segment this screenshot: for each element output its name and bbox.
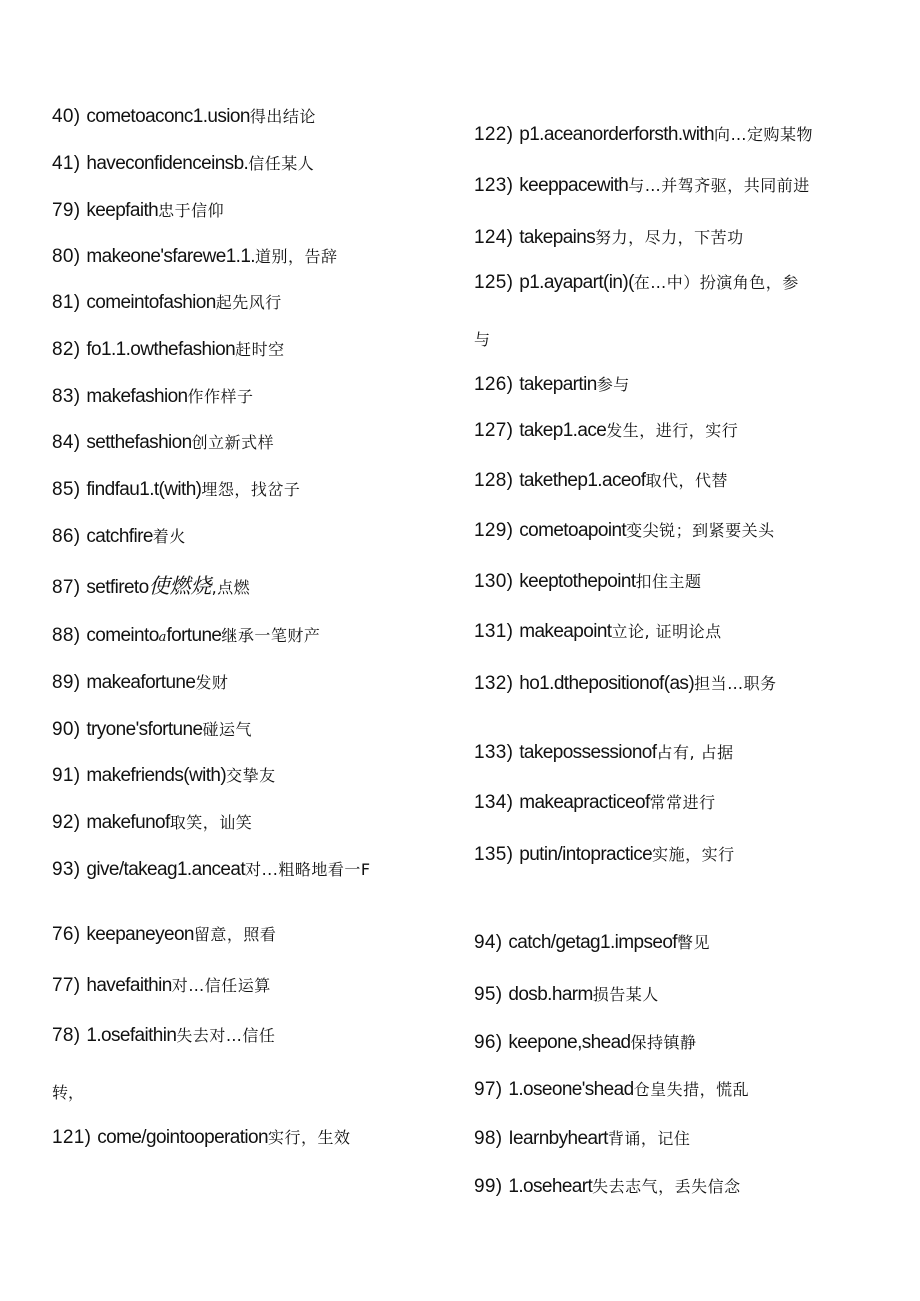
list-item: 135) putin/intopractice实施，实行: [474, 844, 735, 865]
list-item: 80) makeone'sfarewe1.1.道别，告辞: [52, 246, 338, 267]
list-item: 76) keepaneyeon留意，照看: [52, 924, 277, 945]
list-item: 90) tryone'sfortune碰运气: [52, 719, 252, 740]
list-item: 126) takepartin参与: [474, 374, 630, 395]
list-item: 94) catch/getag1.impseof瞥见: [474, 932, 711, 953]
continuation-text: 与: [474, 330, 491, 349]
list-item: 97) 1.oseone'shead仓皇失措，慌乱: [474, 1079, 750, 1100]
list-item: 127) takep1.ace发生，进行，实行: [474, 420, 739, 441]
list-item: 128) takethep1.aceof取代，代替: [474, 470, 728, 491]
list-item: 134) makeapracticeof常常进行: [474, 792, 716, 813]
list-item: 121) come/gointooperation实行，生效: [52, 1127, 351, 1148]
list-item: 93) give/takeag1.anceat对...粗略地看一F: [52, 859, 371, 880]
list-item: 82) fo1.1.owthefashion赶时空: [52, 339, 285, 360]
list-item: 99) 1.oseheart失去志气，丢失信念: [474, 1176, 741, 1197]
list-item: 92) makefunof取笑，讪笑: [52, 812, 253, 833]
list-item: 79) keepfaith忠于信仰: [52, 200, 225, 221]
list-item: 77) havefaithin对…信任运算: [52, 975, 271, 996]
list-item: 132) ho1.dthepositionof(as)担当…职务: [474, 673, 777, 694]
list-item: 78) 1.osefaithin失去对…信任: [52, 1025, 276, 1046]
list-item: 129) cometoapoint变尖锐；到紧要关头: [474, 520, 775, 541]
list-item: 124) takepains努力，尽力，下苦功: [474, 227, 744, 248]
list-item: 96) keepone,shead保持镇静: [474, 1032, 697, 1053]
list-item: 86) catchfire着火: [52, 526, 186, 547]
list-item: 41) haveconfidenceinsb.信任某人: [52, 153, 315, 174]
list-item: 133) takepossessionof占有, 占据: [474, 742, 734, 763]
list-item: 125) p1.ayapart(in)(在…中）扮演角色，参: [474, 272, 799, 293]
list-item: 84) setthefashion创立新式样: [52, 432, 275, 453]
list-item: 87) setfireto使燃烧,点燃: [52, 574, 251, 598]
list-item: 95) dosb.harm损告某人: [474, 984, 659, 1005]
list-item: 85) findfau1.t(with)埋怨，找岔子: [52, 479, 301, 500]
list-item: 123) keeppacewith与…并驾齐驱，共同前进: [474, 175, 810, 196]
list-item: 81) comeintofashion起先风行: [52, 292, 282, 313]
list-item: 130) keeptothepoint扣住主题: [474, 571, 702, 592]
continuation-text: 转，: [52, 1083, 85, 1102]
list-item: 91) makefriends(with)交挚友: [52, 765, 276, 786]
list-item: 98) Iearnbyheart背诵，记住: [474, 1128, 691, 1149]
list-item: 40) cometoaconc1.usion得出结论: [52, 106, 316, 127]
list-item: 88) comeintoafortune继承一笔财产: [52, 625, 321, 646]
list-item: 83) makefashion作作样子: [52, 386, 254, 407]
list-item: 131) makeapoint立论, 证明论点: [474, 621, 722, 642]
list-item: 89) makeafortune发财: [52, 672, 229, 693]
list-item: 122) p1.aceanorderforsth.with向…定购某物: [474, 124, 813, 145]
